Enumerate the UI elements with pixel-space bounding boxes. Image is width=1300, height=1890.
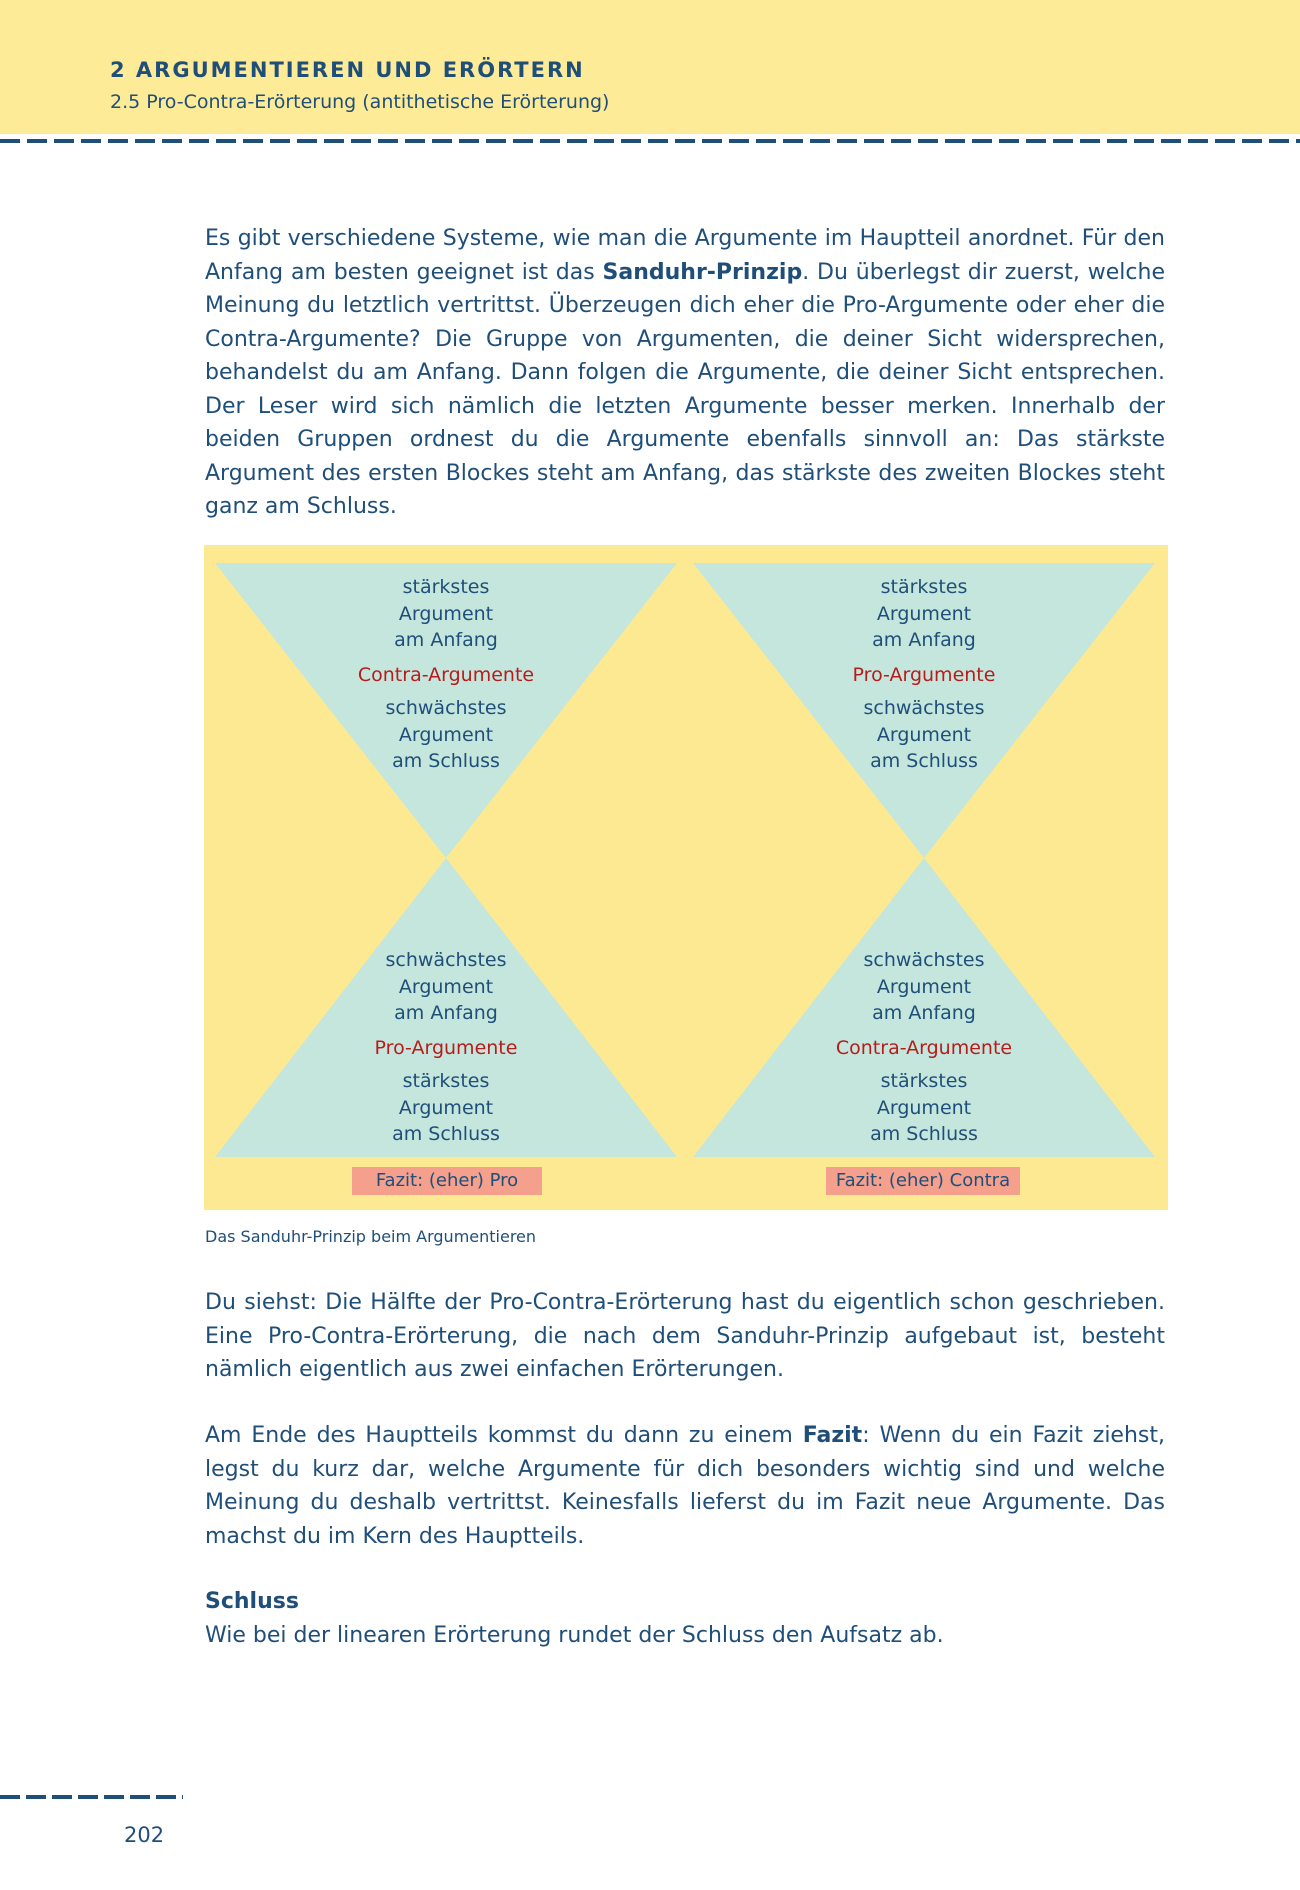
- right-top-end-line-3: am Schluss: [870, 750, 978, 772]
- page-number: 202: [124, 1823, 165, 1847]
- left-bottom-start-line-3: am Anfang: [394, 1002, 498, 1024]
- left-bottom-label: Pro-Argumente: [374, 1036, 518, 1059]
- left-bottom-triangle-text: [296, 947, 596, 1148]
- right-top-end-line-2: Argument: [876, 723, 972, 746]
- right-bottom-end-line-2: Argument: [876, 1096, 972, 1119]
- paragraph-3-text-1: Am Ende des Hauptteils kommst du dann zu einem: [205, 1423, 803, 1448]
- left-bottom-end-line-1: stärkstes: [402, 1070, 490, 1092]
- footer-dashed-rule: [0, 1795, 183, 1799]
- right-fazit-box: Fazit: (eher) Contra: [826, 1167, 1020, 1195]
- right-bottom-end-line-3: am Schluss: [870, 1123, 978, 1145]
- left-top-start-line-2: Argument: [398, 602, 494, 625]
- page-header: [0, 0, 1300, 134]
- left-top-end-line-2: Argument: [398, 723, 494, 746]
- header-dashed-rule: [0, 139, 1300, 143]
- intro-text-2: . Du überlegst dir zuerst, welche Meinung du letztlich vertrittst. Überzeugen dich eher die Pro-Argumente oder eher die Contra-Argumente? Die Gruppe von Argumenten, die deiner Sicht widersprechen, behandelst du am Anfang. Dann folgen die Argumente, die deiner Sicht entsprechen. Der Leser wird sich nämlich die letzten Argumente besser merken. Innerhalb der beiden Gruppen ordnest du die Argumente ebenfalls sinnvoll an: Das stärkste Argument des ersten Blockes steht am Anfang, das stärkste des zweiten Blockes steht ganz am Schluss.: [205, 259, 1165, 519]
- intro-text-1: Es gibt verschiedene Systeme, wie man die Argumente im Hauptteil anordnet. Für den Anfang am besten geeignet ist das: [205, 226, 1165, 285]
- right-top-start-line-1: stärkstes: [880, 576, 968, 598]
- section-title: 2.5 Pro-Contra-Erörterung (antithetische Erörterung): [110, 91, 610, 113]
- right-top-end-line-1: schwächstes: [863, 697, 985, 719]
- left-bottom-start-line-1: schwächstes: [385, 949, 507, 971]
- right-bottom-start-line-2: Argument: [876, 975, 972, 998]
- chapter-title: 2 ARGUMENTIEREN UND ERÖRTERN: [110, 58, 585, 82]
- right-top-start-line-2: Argument: [876, 602, 972, 625]
- left-top-end-line-1: schwächstes: [385, 697, 507, 719]
- diagram-caption: Das Sanduhr-Prinzip beim Argumentieren: [205, 1227, 537, 1246]
- left-bottom-end-line-2: Argument: [398, 1096, 494, 1119]
- schluss-heading: Schluss: [205, 1589, 299, 1614]
- intro-bold-term: Sanduhr-Prinzip: [602, 259, 803, 285]
- right-top-triangle-text: [774, 574, 1074, 775]
- left-bottom-start-line-2: Argument: [398, 975, 494, 998]
- right-bottom-start-line-1: schwächstes: [863, 949, 985, 971]
- left-top-label: Contra-Argumente: [357, 663, 535, 686]
- right-bottom-triangle-text: [774, 947, 1074, 1148]
- left-top-start-line-1: stärkstes: [402, 576, 490, 598]
- schluss-text: Wie bei der linearen Erörterung rundet der Schluss den Aufsatz ab.: [205, 1622, 944, 1648]
- paragraph-3-text-2: : Wenn du ein Fazit ziehst, legst du kurz dar, welche Argumente für dich besonders wichtig sind und welche Meinung du deshalb vertrittst. Keinesfalls lieferst du im Fazit neue Argumente. Das machst du im Kern des Hauptteils.: [205, 1423, 1165, 1549]
- left-fazit-box: Fazit: (eher) Pro: [352, 1167, 542, 1195]
- left-top-end-line-3: am Schluss: [392, 750, 500, 772]
- left-bottom-end-line-3: am Schluss: [392, 1123, 500, 1145]
- left-top-start-line-3: am Anfang: [394, 629, 498, 651]
- right-bottom-start-line-3: am Anfang: [872, 1002, 976, 1024]
- paragraph-3: [205, 1419, 1165, 1553]
- paragraph-2: Du siehst: Die Hälfte der Pro-Contra-Erörterung hast du eigentlich schon geschrieben. Eine Pro-Contra-Erörterung, die nach dem Sanduhr-Prinzip aufgebaut ist, besteht nämlich eigentlich aus zwei einfachen Erörterungen.: [205, 1290, 1165, 1382]
- schluss-section: [205, 1585, 1165, 1652]
- right-top-start-line-3: am Anfang: [872, 629, 976, 651]
- right-bottom-label: Contra-Argumente: [835, 1036, 1013, 1059]
- right-bottom-end-line-1: stärkstes: [880, 1070, 968, 1092]
- paragraph-3-bold-term: Fazit: [802, 1423, 863, 1448]
- left-top-triangle-text: [296, 574, 596, 775]
- hourglass-diagram: [204, 545, 1168, 1210]
- intro-paragraph: [205, 222, 1165, 524]
- right-top-label: Pro-Argumente: [852, 663, 996, 686]
